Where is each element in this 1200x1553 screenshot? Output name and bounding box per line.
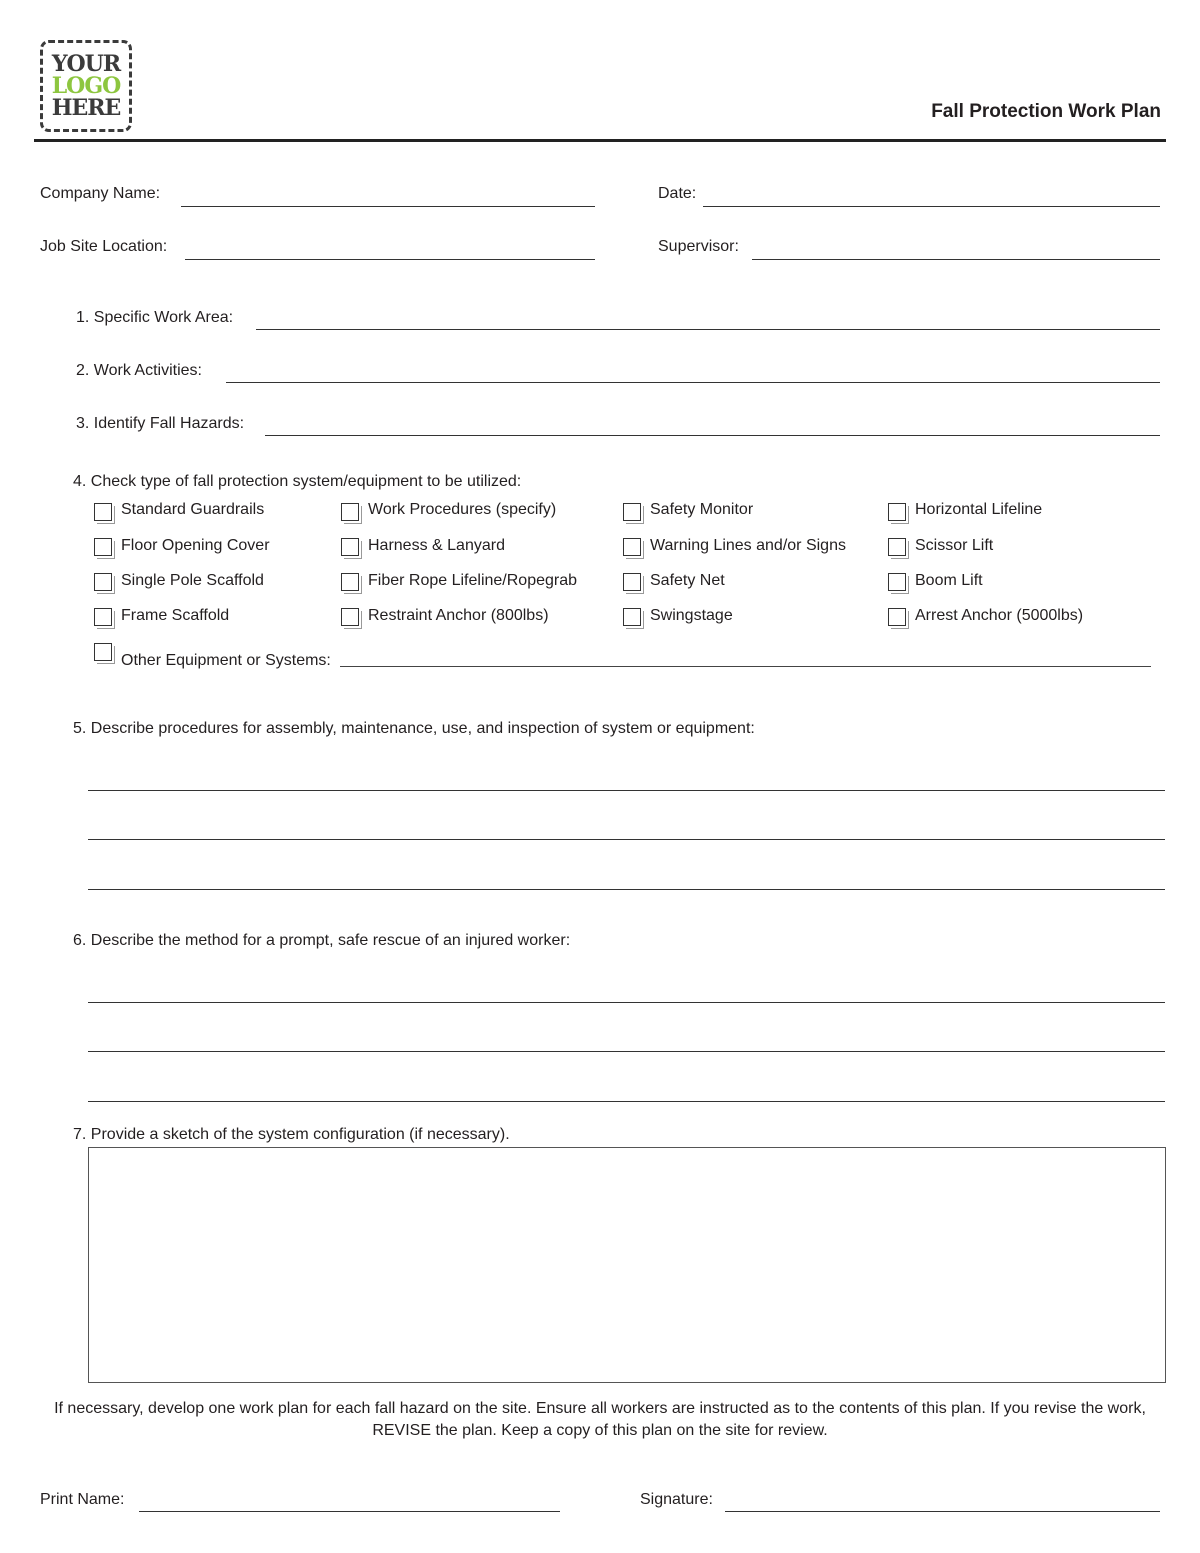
checkbox-harness-lanyard[interactable]	[341, 538, 359, 556]
checkbox-safety-net[interactable]	[623, 573, 641, 591]
print-name-label: Print Name:	[40, 1491, 125, 1508]
instructions-note: If necessary, develop one work plan for each fall hazard on the site. Ensure all workers are instructed as to the contents of this plan. If you revise the work, REVISE the plan. Keep a copy of this plan on the site for review.	[54, 1400, 1146, 1439]
job-site-location-label: Job Site Location:	[40, 238, 168, 255]
checkbox-safety-monitor[interactable]	[623, 503, 641, 521]
label-boom-lift: Boom Lift	[915, 572, 983, 589]
procedures-line-2[interactable]	[88, 839, 1165, 840]
label-scissor-lift: Scissor Lift	[915, 537, 994, 554]
supervisor-field[interactable]	[752, 259, 1160, 260]
label-frame-scaffold: Frame Scaffold	[121, 607, 230, 624]
header-divider	[34, 139, 1166, 142]
checkbox-warning-lines[interactable]	[623, 538, 641, 556]
specific-work-area-field[interactable]	[256, 329, 1160, 330]
label-warning-lines: Warning Lines and/or Signs	[650, 537, 846, 554]
fall-hazards-field[interactable]	[265, 435, 1160, 436]
checkbox-restraint-anchor[interactable]	[341, 608, 359, 626]
logo	[40, 40, 132, 132]
q1-label: 1. Specific Work Area:	[76, 309, 234, 326]
logo-line-3: HERE	[51, 95, 121, 121]
checkbox-horizontal-lifeline[interactable]	[888, 503, 906, 521]
label-safety-net: Safety Net	[650, 572, 725, 589]
sketch-box[interactable]	[88, 1147, 1166, 1383]
checkbox-standard-guardrails[interactable]	[94, 503, 112, 521]
label-other-equipment: Other Equipment or Systems:	[121, 652, 331, 669]
supervisor-label: Supervisor:	[658, 238, 739, 255]
label-arrest-anchor: Arrest Anchor (5000lbs)	[915, 607, 1084, 624]
signature-field[interactable]	[725, 1511, 1160, 1512]
q5-label: 5. Describe procedures for assembly, maintenance, use, and inspection of system or equipment:	[73, 720, 755, 737]
signature-label: Signature:	[640, 1491, 713, 1508]
q6-label: 6. Describe the method for a prompt, safe rescue of an injured worker:	[73, 932, 571, 949]
rescue-line-1[interactable]	[88, 1002, 1165, 1003]
rescue-line-3[interactable]	[88, 1101, 1165, 1102]
print-name-field[interactable]	[139, 1511, 560, 1512]
label-work-procedures: Work Procedures (specify)	[368, 501, 557, 518]
checkbox-swingstage[interactable]	[623, 608, 641, 626]
document-title: Fall Protection Work Plan	[931, 101, 1161, 122]
label-safety-monitor: Safety Monitor	[650, 501, 754, 518]
procedures-line-1[interactable]	[88, 790, 1165, 791]
checkbox-single-pole-scaffold[interactable]	[94, 573, 112, 591]
checkbox-frame-scaffold[interactable]	[94, 608, 112, 626]
checkbox-boom-lift[interactable]	[888, 573, 906, 591]
checkbox-other-equipment[interactable]	[94, 643, 112, 661]
work-activities-field[interactable]	[226, 382, 1160, 383]
procedures-line-3[interactable]	[88, 889, 1165, 890]
label-horizontal-lifeline: Horizontal Lifeline	[915, 501, 1043, 518]
logo-line-2: LOGO	[51, 73, 121, 99]
rescue-line-2[interactable]	[88, 1051, 1165, 1052]
other-equipment-field[interactable]	[340, 666, 1151, 667]
q3-label: 3. Identify Fall Hazards:	[76, 415, 245, 432]
label-swingstage: Swingstage	[650, 607, 733, 624]
q2-label: 2. Work Activities:	[76, 362, 202, 379]
company-name-label: Company Name:	[40, 185, 161, 202]
label-fiber-rope-lifeline: Fiber Rope Lifeline/Ropegrab	[368, 572, 578, 589]
label-restraint-anchor: Restraint Anchor (800lbs)	[368, 607, 549, 624]
date-field[interactable]	[703, 206, 1160, 207]
checkbox-work-procedures[interactable]	[341, 503, 359, 521]
job-site-location-field[interactable]	[185, 259, 595, 260]
q7-label: 7. Provide a sketch of the system configuration (if necessary).	[73, 1126, 510, 1143]
label-standard-guardrails: Standard Guardrails	[121, 501, 265, 518]
checkbox-scissor-lift[interactable]	[888, 538, 906, 556]
label-harness-lanyard: Harness & Lanyard	[368, 537, 505, 554]
checkbox-floor-opening-cover[interactable]	[94, 538, 112, 556]
q4-label: 4. Check type of fall protection system/equipment to be utilized:	[73, 473, 522, 490]
label-single-pole-scaffold: Single Pole Scaffold	[121, 572, 264, 589]
label-floor-opening-cover: Floor Opening Cover	[121, 537, 270, 554]
logo-line-1: YOUR	[51, 51, 121, 77]
company-name-field[interactable]	[181, 206, 595, 207]
checkbox-fiber-rope-lifeline[interactable]	[341, 573, 359, 591]
checkbox-arrest-anchor[interactable]	[888, 608, 906, 626]
date-label: Date:	[658, 185, 697, 202]
